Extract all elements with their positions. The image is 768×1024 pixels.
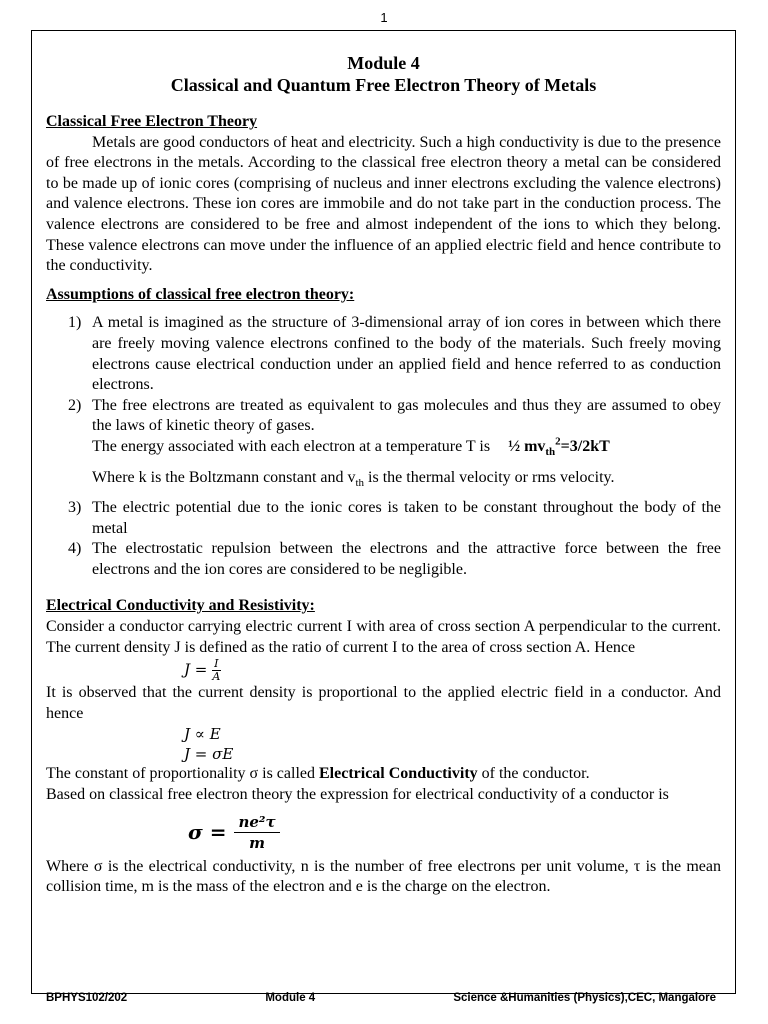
footer-department: Science &Humanities (Physics),CEC, Mangalore xyxy=(453,992,716,1004)
energy-formula: ½ $mv_{th}^2=3/2kT$ xyxy=(508,435,610,459)
page-number: 1 xyxy=(380,10,388,25)
conductivity-expression-intro: Based on classical free electron theory the expression for electrical conductivity of a conductor is xyxy=(46,786,669,804)
section-heading-classical: Classical Free Electron Theory xyxy=(46,113,258,130)
list-item: 4) The electrostatic repulsion between the electrons and the attractive force between the free electrons and the ion cores are considered to be negligible. xyxy=(68,540,721,578)
section-heading-assumptions: Assumptions of classical free electron theory: xyxy=(46,285,355,303)
conductivity-definition: The constant of proportionality σ is called Electrical Conductivity of the conductor. xyxy=(46,765,590,783)
list-item: 3) The electric potential due to the ionic cores is taken to be constant throughout the body of the metal xyxy=(68,499,721,537)
equation-ohms-law: J = σE xyxy=(184,745,234,764)
boltzmann-note: Where k is the Boltzmann constant and $v_{th}$ is the thermal velocity or rms velocity. xyxy=(92,468,615,489)
module-subtitle: Classical and Quantum Free Electron Theory of Metals xyxy=(170,75,597,95)
page-footer xyxy=(46,992,716,1004)
equation-current-density: J = $\frac{I}{A}$ xyxy=(184,657,221,684)
footer-module: Module 4 xyxy=(265,992,316,1004)
section-heading-conductivity: Electrical Conductivity and Resistivity: xyxy=(46,597,315,615)
footer-course-code: BPHYS102/202 xyxy=(46,992,128,1004)
proportionality-text: It is observed that the current density is proportional to the applied electric field in a conductor. And hence xyxy=(46,684,721,722)
equation-proportional: J ∝ E xyxy=(184,725,221,744)
current-density-intro: Consider a conductor carrying electric current I with area of cross section A perpendicular to the current. The current density J is defined as the ratio of current I to the area of cross section A. Hence xyxy=(46,618,721,656)
list-item: 2) The free electrons are treated as equivalent to gas molecules and thus they are assumed to obey the laws of kinetic theory of gases. The energy associated with each electron at a temperature T is ½ $mv_{th}^2=3/2kT$ Where k is the Boltzmann constant and $v_{th}$ is the thermal velocity or rms velocity. xyxy=(68,396,721,489)
energy-statement: The energy associated with each electron at a temperature T is xyxy=(92,437,491,455)
list-item: 1) A metal is imagined as the structure of 3-dimensional array of ion cores in between which there are freely moving valence electrons confined to the body of the materials. Such freely moving electrons cause electrical conduction under an applied field and hence referred to as conduction electrons. xyxy=(68,314,721,394)
document-body xyxy=(46,52,721,898)
module-title: Module 4 xyxy=(347,53,420,73)
conductivity-where-text: Where σ is the electrical conductivity, n is the number of free electrons per unit volume, τ is the mean collision time, m is the mass of the electron and e is the charge on the electron. xyxy=(46,857,721,896)
assumptions-list xyxy=(46,313,721,580)
classical-theory-paragraph: Metals are good conductors of heat and electricity. Such a high conductivity is due to the presence of free electrons in the metals. According to the classical free electron theory a metal can be considered to be made up of ionic cores (comprising of nucleus and inner electrons excluding the valence electrons) and valence electrons. These ion cores are immobile and do not take part in the conduction process. The valence electrons are considered to be free and almost independent of the ions to which they belong. These valence electrons can move under the influence of an applied electric field and hence contribute to the conductivity. xyxy=(46,133,721,275)
equation-conductivity: σ = $\frac{\text{ne²τ}}{m}$ xyxy=(46,812,721,853)
